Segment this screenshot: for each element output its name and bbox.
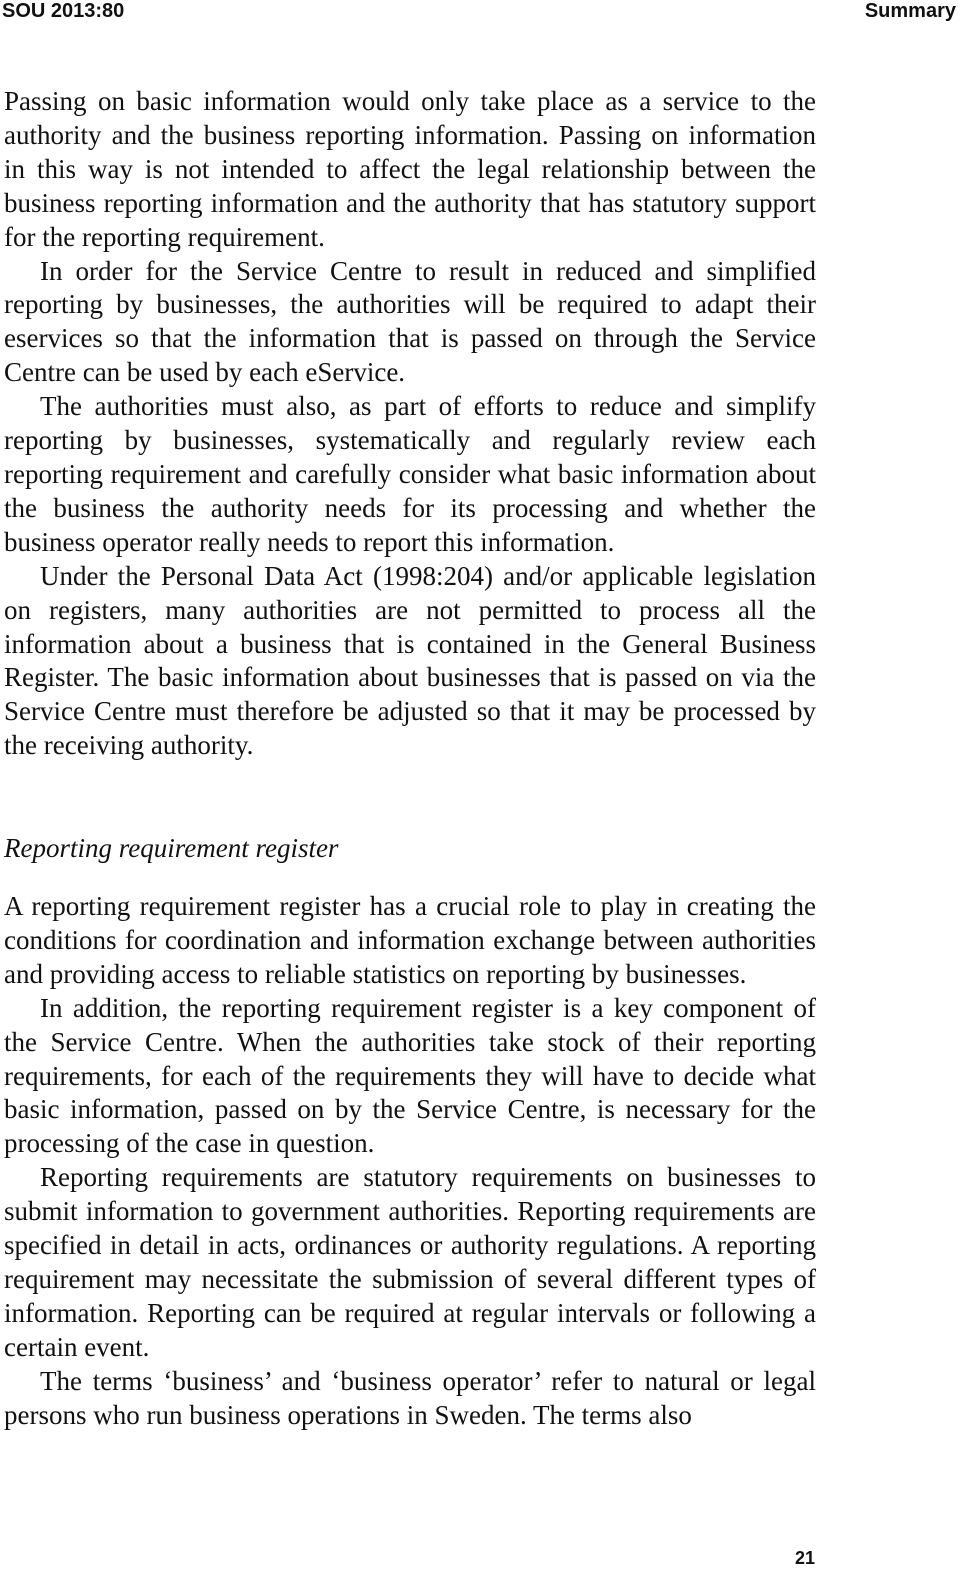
paragraph: Passing on basic information would only take place as a service to the authority and the business reporting information. Passing on information in this way is not intended to affect the legal relationship between the business reporting information and the authority that has statutory support for the reporting requirement. [4, 86, 816, 252]
paragraph: In addition, the reporting requirement register is a key component of the Service Centre. When the authorities take stock of their reporting requirements, for each of the requirements they will have to decide what basic information, passed on by the Service Centre, is necessary for the processing of the case in question. [4, 992, 816, 1159]
paragraph: Under the Personal Data Act (1998:204) and/or applicable legislation on registers, many authorities are not permitted to process all the information about a business that is contained in the General Business Register. The basic information about businesses that is passed on via the Service Centre must therefore be adjusted so that it may be processed by the receiving authority. [4, 560, 816, 761]
document-reference: SOU 2013:80 [2, 0, 125, 22]
paragraph: The terms ‘business’ and ‘business operator’ refer to natural or legal persons who run business operations in Sweden. The terms also [4, 1365, 816, 1430]
page-number: 21 [794, 1548, 815, 1568]
paragraph: A reporting requirement register has a crucial role to play in creating the conditions for coordination and information exchange between authorities and providing access to reliable statistics on reporting by businesses. [4, 891, 816, 989]
paragraph: In order for the Service Centre to result in reduced and simplified reporting by businesses, the authorities will be required to adapt their eservices so that the information that is passed on through the Service Centre can be used by each eService. [4, 255, 816, 388]
section-text [4, 890, 816, 1433]
running-header [0, 0, 960, 24]
section-heading: Reporting requirement register [4, 833, 339, 863]
intro-text [4, 85, 816, 763]
paragraph: Reporting requirements are statutory requirements on businesses to submit information to government authorities. Reporting requirements are specified in detail in acts, ordinances or authority regulations. A reporting requirement may necessitate the submission of several different types of information. Reporting can be required at regular intervals or following a certain event. [4, 1162, 816, 1362]
paragraph: The authorities must also, as part of efforts to reduce and simplify reporting by businesses, systematically and regularly review each reporting requirement and carefully consider what basic information about the business the authority needs for its processing and whether the business operator really needs to report this information. [4, 391, 816, 557]
chapter-title: Summary [864, 0, 956, 22]
